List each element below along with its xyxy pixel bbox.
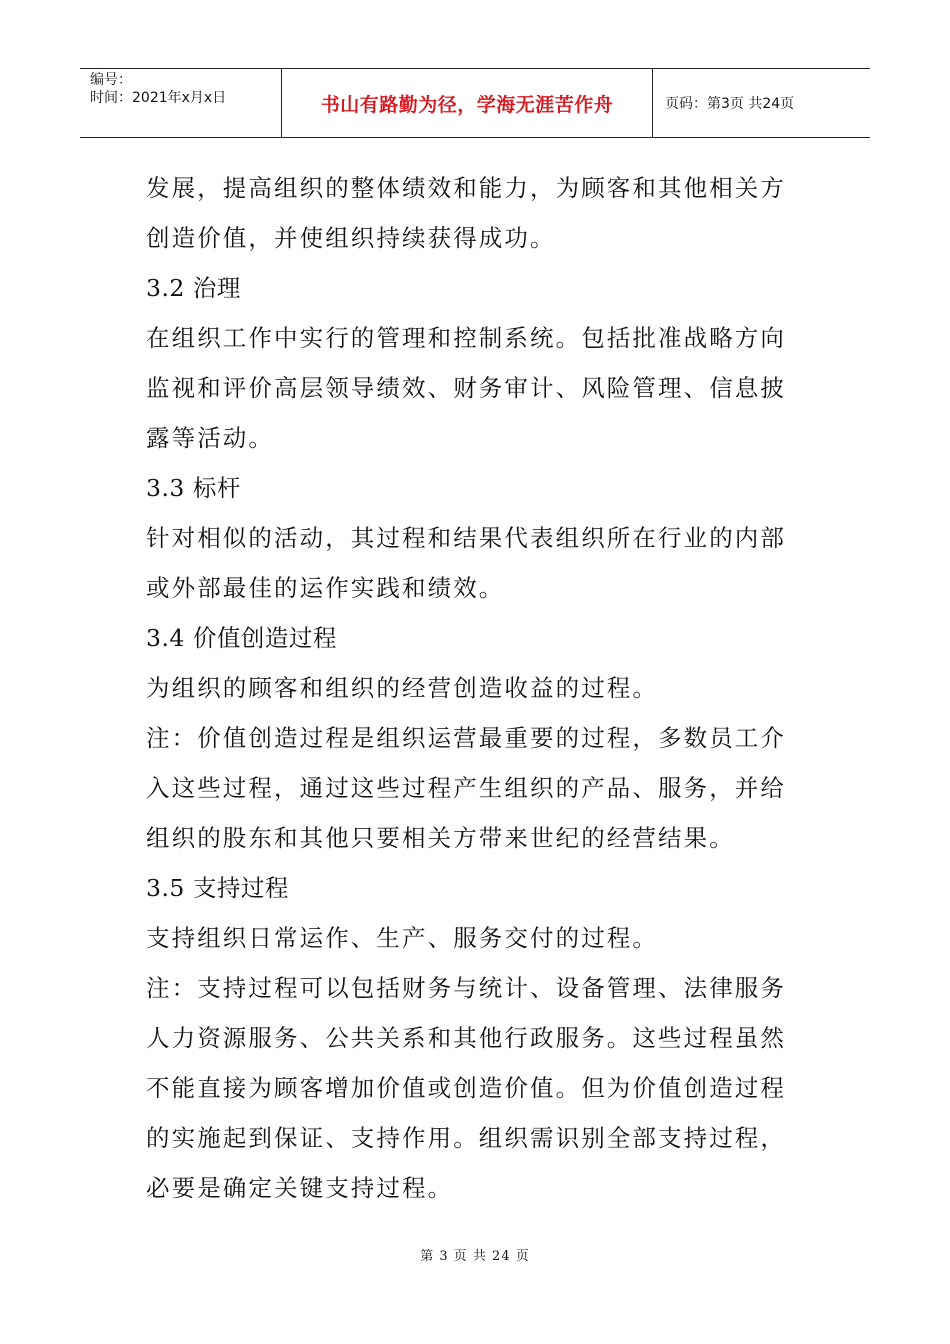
body-text-line: 不能直接为顾客增加价值或创造价值。但为价值创造过程 xyxy=(146,1074,786,1102)
document-body xyxy=(146,163,806,1213)
page-header xyxy=(80,68,870,138)
body-text-line: 人力资源服务、公共关系和其他行政服务。这些过程虽然 xyxy=(146,1024,786,1052)
body-text-line: 或外部最佳的运作实践和绩效。 xyxy=(146,574,505,602)
body-text-line: 为组织的顾客和组织的经营创造收益的过程。 xyxy=(146,674,658,702)
page-footer: 第 3 页 共 24 页 xyxy=(420,1249,530,1264)
body-text-line: 必要是确定关键支持过程。 xyxy=(146,1174,454,1202)
header-page-info: 页码：第3页 共24页 xyxy=(665,96,795,112)
document-time: 时间：2021年x月x日 xyxy=(90,90,227,106)
header-motto: 书山有路勤为径，学海无涯苦作舟 xyxy=(282,69,653,137)
section-heading: 3.3 标杆 xyxy=(146,474,241,502)
body-text-line: 针对相似的活动，其过程和结果代表组织所在行业的内部 xyxy=(146,524,786,552)
body-text-line: 发展，提高组织的整体绩效和能力，为顾客和其他相关方 xyxy=(146,174,786,202)
body-text-line: 组织的股东和其他只要相关方带来世纪的经营结果。 xyxy=(146,824,735,852)
section-heading: 3.2 治理 xyxy=(146,274,241,302)
body-text-line: 注：价值创造过程是组织运营最重要的过程，多数员工介 xyxy=(146,724,786,752)
body-text-line: 的实施起到保证、支持作用。组织需识别全部支持过程， xyxy=(146,1124,786,1152)
body-text-line: 支持组织日常运作、生产、服务交付的过程。 xyxy=(146,924,658,952)
body-text-line: 监视和评价高层领导绩效、财务审计、风险管理、信息披 xyxy=(146,374,786,402)
section-heading: 3.5 支持过程 xyxy=(146,874,289,902)
body-text-line: 入这些过程，通过这些过程产生组织的产品、服务，并给 xyxy=(146,774,786,802)
body-text-line: 注：支持过程可以包括财务与统计、设备管理、法律服务 xyxy=(146,974,786,1002)
section-heading: 3.4 价值创造过程 xyxy=(146,624,337,652)
body-text-line: 露等活动。 xyxy=(146,424,274,452)
header-meta xyxy=(80,69,282,137)
body-text-line: 创造价值，并使组织持续获得成功。 xyxy=(146,224,556,252)
document-number-label: 编号： xyxy=(90,72,132,88)
body-text-line: 在组织工作中实行的管理和控制系统。包括批准战略方向 xyxy=(146,324,786,352)
